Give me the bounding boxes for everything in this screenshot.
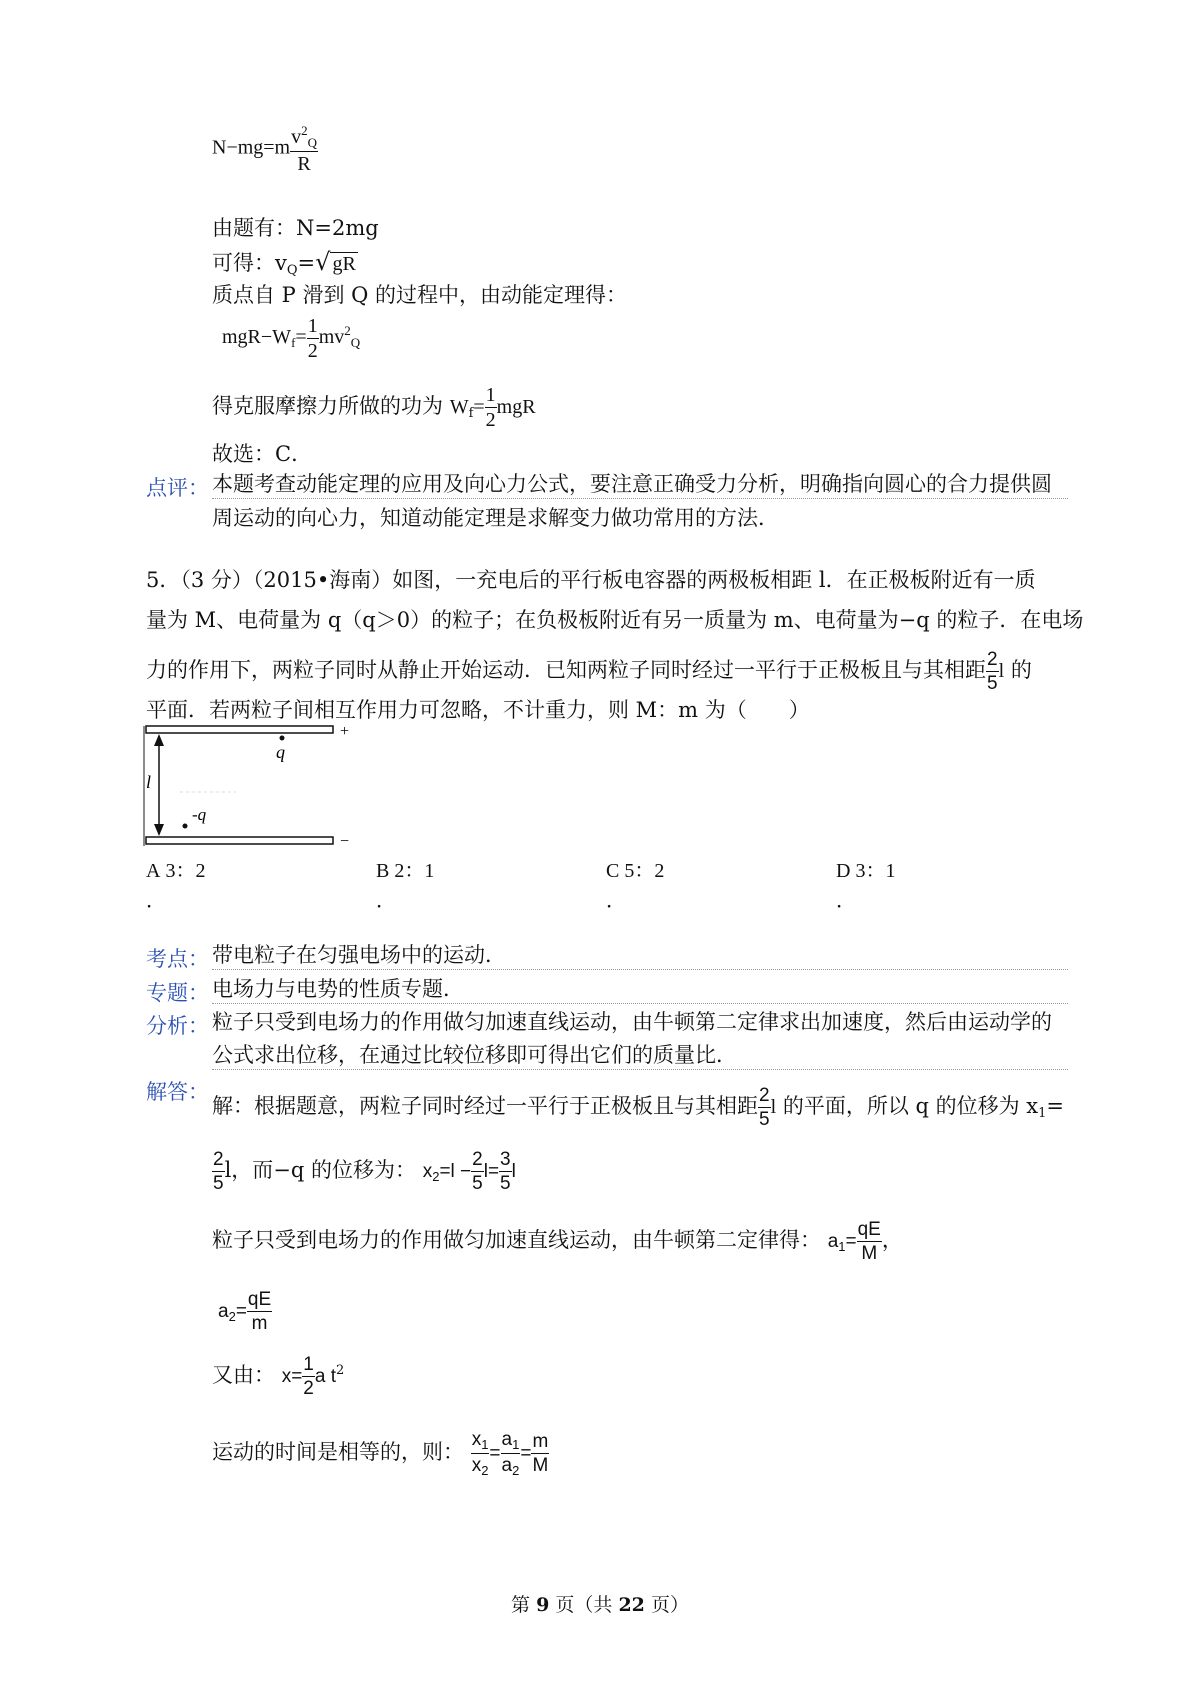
solution-line3: 粒子只受到电场力的作用做匀加速直线运动，由牛顿第二定律得： $a_1=$ $\frac{qE}{M}$ ， [212, 1219, 903, 1264]
comment-line1: 本题考查动能定理的应用及向心力公式，要注意正确受力分析，明确指向圆心的合力提供圆 [212, 472, 1052, 496]
q5-line1: 5．（3 分）（2015•海南）如图，一充电后的平行板电容器的两极板相距 l．在正极板附近有一质 [146, 568, 1036, 592]
eq-centripetal: N−mg=m $\frac{v^2_Q}{R}$ [212, 123, 318, 175]
fenxi-line1: 粒子只受到电场力的作用做匀加速直线运动，由牛顿第二定律求出加速度，然后由运动学的 [212, 1010, 1052, 1034]
option-d-text: 3：1 [855, 860, 896, 882]
fenxi-label: 分析： [146, 1014, 209, 1038]
option-a[interactable] [146, 854, 205, 883]
minus-sign: − [340, 833, 350, 850]
eq-work-energy: $mgR-W_f=$ $\frac{1}{2}$ $mv^2_Q$ [222, 315, 361, 362]
negative-particle [183, 824, 188, 829]
option-c[interactable] [606, 854, 664, 883]
arrow-head-down [154, 824, 164, 836]
option-c-dot: ． [606, 890, 626, 912]
negative-plate [146, 837, 333, 844]
option-a-letter: A [146, 860, 161, 882]
kaodian-label: 考点： [146, 947, 209, 971]
option-a-text: 3：2 [165, 860, 206, 882]
solution-line6: 运动的时间是相等的，则： $\frac{x_1}{x_2}$ = $\frac{a_1}{a_2}$ = $\frac{m}{M}$ [212, 1429, 549, 1478]
option-d[interactable] [836, 854, 895, 883]
distance-label: l [146, 772, 152, 792]
comment-label: 点评： [146, 476, 209, 500]
kaodian-text: 带电粒子在匀强电场中的运动． [212, 943, 506, 967]
jieda-label: 解答： [146, 1080, 209, 1104]
q5-line4: 平面．若两粒子间相互作用力可忽略，不计重力，则 M：m 为（ ） [146, 698, 810, 722]
comment-divider [212, 498, 1068, 499]
plus-sign: + [340, 723, 350, 740]
option-b[interactable] [376, 854, 434, 883]
q5-line3: 力的作用下，两粒子同时从静止开始运动．已知两粒子同时经过一平行于正极板且与其相距 $\frac{2}{5}$ l 的 [146, 649, 1032, 694]
page-footer: 第 9 页（共 22 页） [511, 1594, 689, 1616]
line-get-vq: 可得：$v_Q=√$ gR [212, 248, 356, 278]
kaodian-divider [212, 969, 1068, 970]
solution-line4: $a_2=$ $\frac{qE}{m}$ [218, 1289, 272, 1334]
positive-plate [146, 726, 333, 733]
line-theorem: 质点自 P 滑到 Q 的过程中，由动能定理得： [212, 283, 628, 307]
solution-line1: 解：根据题意，两粒子同时经过一平行于正极板且与其相距 $\frac{2}{5}$ l 的平面，所以 q 的位移为 $x_1=$ [212, 1085, 1065, 1130]
zhuanti-text: 电场力与电势的性质专题． [212, 977, 464, 1001]
fenxi-divider [212, 1069, 1068, 1070]
option-d-dot: ． [836, 890, 856, 912]
positive-charge-label: q [276, 742, 285, 762]
option-a-dot: ． [146, 890, 166, 912]
arrow-head-up [154, 734, 164, 746]
line-given: 由题有：N=2mg [212, 216, 379, 240]
line-friction-work: 得克服摩擦力所做的功为 $W_f=$ $\frac{1}{2}$ mgR [212, 384, 536, 431]
q5-line2: 量为 M、电荷量为 q（q＞0）的粒子；在负极板附近有另一质量为 m、电荷量为−q 的粒子．在电场 [146, 608, 1084, 632]
solution-line5: 又由： x= $\frac{1}{2}$ a $t^2$ [212, 1354, 345, 1399]
zhuanti-label: 专题： [146, 981, 209, 1005]
option-c-letter: C [606, 860, 620, 882]
zhuanti-divider [212, 1003, 1068, 1004]
fenxi-line2: 公式求出位移，在通过比较位移即可得出它们的质量比． [212, 1043, 737, 1067]
comment-line2: 周运动的向心力，知道动能定理是求解变力做功常用的方法． [212, 506, 779, 530]
positive-particle [280, 736, 285, 741]
negative-charge-label: -q [192, 805, 207, 824]
option-b-text: 2：1 [394, 860, 435, 882]
option-d-letter: D [836, 860, 851, 882]
option-c-text: 5：2 [624, 860, 665, 882]
option-b-dot: ． [376, 890, 396, 912]
solution-line2: $\frac{2}{5}$ l，而−q 的位移为： $x_2=l$ − $\frac{2}{5}$ l= $\frac{3}{5}$ l [213, 1149, 516, 1194]
line-choice: 故选：C． [212, 442, 313, 466]
capacitor-figure [140, 722, 370, 852]
page-number: 9 [536, 1594, 550, 1616]
page-total: 22 [618, 1594, 645, 1616]
option-b-letter: B [376, 860, 390, 882]
